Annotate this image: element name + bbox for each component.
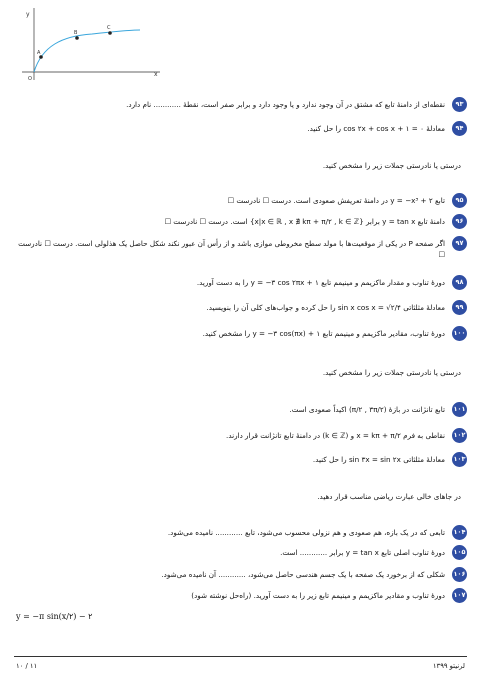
question-97 (14, 236, 467, 260)
section-heading-true-false-1: درستی یا نادرستی جملات زیر را مشخص کنید. (322, 161, 461, 170)
question-text: شکلی که از برخورد یک صفحه با یک جسم هندسی حاصل می‌شود، ............ آن نامیده می‌شود. (161, 570, 445, 579)
question-number: ۱۰۵ (452, 545, 467, 560)
question-text: دورهٔ تناوب و مقدار ماکزیمم و مینیمم تابع y = −۳ cos ۲πx + ۱ را به دست آورید. (196, 278, 445, 287)
question-number: ۱۰۳ (452, 452, 467, 467)
label-c: C (107, 25, 111, 31)
question-105 (14, 545, 467, 558)
question-104 (14, 525, 467, 538)
question-number: ۱۰۰ (452, 326, 467, 341)
question-102 (14, 428, 467, 441)
question-text: معادلهٔ مثلثاتی sin ۳x = sin ۲x را حل کنید. (312, 455, 445, 464)
footer-divider (14, 656, 467, 657)
question-number: ۹۵ (452, 193, 467, 208)
question-number: ۱۰۱ (452, 402, 467, 417)
question-number: ۹۶ (452, 214, 467, 229)
function-graph (12, 6, 162, 86)
question-94 (14, 121, 467, 134)
question-text: تابع تانژانت در بازهٔ (π/۲ , ۳π/۲) اکیداً صعودی است. (289, 405, 445, 414)
question-number: ۹۹ (452, 300, 467, 315)
section-heading-fill-blank: در جاهای خالی عبارت ریاضی مناسب قرار دهید. (317, 492, 461, 501)
question-number: ۹۳ (452, 97, 467, 112)
question-text: تابع y = −x³ + ۲ در دامنهٔ تعریفش صعودی است. درست ☐ نادرست ☐ (227, 196, 445, 205)
question-text: دورهٔ تناوب اصلی تابع y = tan x برابر ............ است. (280, 548, 445, 557)
question-text: دامنهٔ تابع y = tan x برابر {x|x ∈ ℝ , x ∄ kπ + π/۲ , k ∈ ℤ} است. درست ☐ نادرست ☐ (164, 217, 445, 226)
question-number: ۱۰۷ (452, 588, 467, 603)
label-y: y (26, 11, 30, 18)
question-106 (14, 567, 467, 580)
question-107 (14, 588, 467, 601)
question-text: دورهٔ تناوب و مقادیر ماکزیمم و مینیمم تابع زیر را به دست آورید. (راه‌حل نوشته شود) (191, 591, 445, 600)
question-96 (14, 214, 467, 227)
question-98 (14, 275, 467, 288)
question-number: ۹۸ (452, 275, 467, 290)
label-o: O (28, 76, 32, 82)
page-number: ۱۰ / ۱۱ (16, 662, 38, 670)
question-number: ۹۷ (452, 236, 467, 251)
formula-q107: y = −π sin(x/۲) − ۲ (16, 612, 93, 621)
question-95 (14, 193, 467, 206)
question-93 (14, 97, 467, 110)
curve (34, 30, 140, 72)
label-a: A (37, 50, 41, 56)
question-number: ۹۴ (452, 121, 467, 136)
question-text: تابعی که در یک بازه، هم صعودی و هم نزولی محسوب می‌شود، تابع ............ نامیده می‌شود. (167, 528, 445, 537)
question-number: ۱۰۴ (452, 525, 467, 540)
label-x: x (154, 71, 158, 78)
question-99 (14, 300, 467, 313)
question-number: ۱۰۲ (452, 428, 467, 443)
point-b (75, 36, 79, 40)
question-text: معادلهٔ مثلثاتی sin x cos x = √۲/۴ را حل کرده و جواب‌های کلی آن را بنویسید. (206, 303, 445, 312)
question-number: ۱۰۶ (452, 567, 467, 582)
point-c (108, 31, 112, 35)
question-text: دورهٔ تناوب، مقادیر ماکزیمم و مینیمم تابع y = −۳ cos(πx) + ۱ را مشخص کنید. (202, 329, 445, 338)
question-100 (14, 326, 467, 339)
question-text: نقطه‌ای از دامنهٔ تابع که مشتق در آن وجود ندارد و یا وجود دارد و برابر صفر است، نقطهٔ ............ نام دارد. (126, 100, 445, 109)
question-text: معادلهٔ ۰ = cos ۲x + cos x + ۱ را حل کنید. (307, 124, 445, 133)
footer-brand: لرنیتو ۱۳۹۹ (432, 662, 465, 670)
question-text: نقاطی به فرم x = kπ + π/۲ و (k ∈ ℤ) در دامنهٔ تابع تانژانت قرار دارند. (226, 431, 445, 440)
question-text: اگر صفحه P در یکی از موقعیت‌ها با مولد سطح مخروطی موازی باشد و از رأس آن عبور نکند شکل حاصل یک هذلولی است. درست ☐ نادرست ☐ (18, 239, 445, 259)
section-heading-true-false-2: درستی یا نادرستی جملات زیر را مشخص کنید. (322, 368, 461, 377)
label-b: B (74, 30, 78, 36)
question-103 (14, 452, 467, 465)
question-101 (14, 402, 467, 415)
